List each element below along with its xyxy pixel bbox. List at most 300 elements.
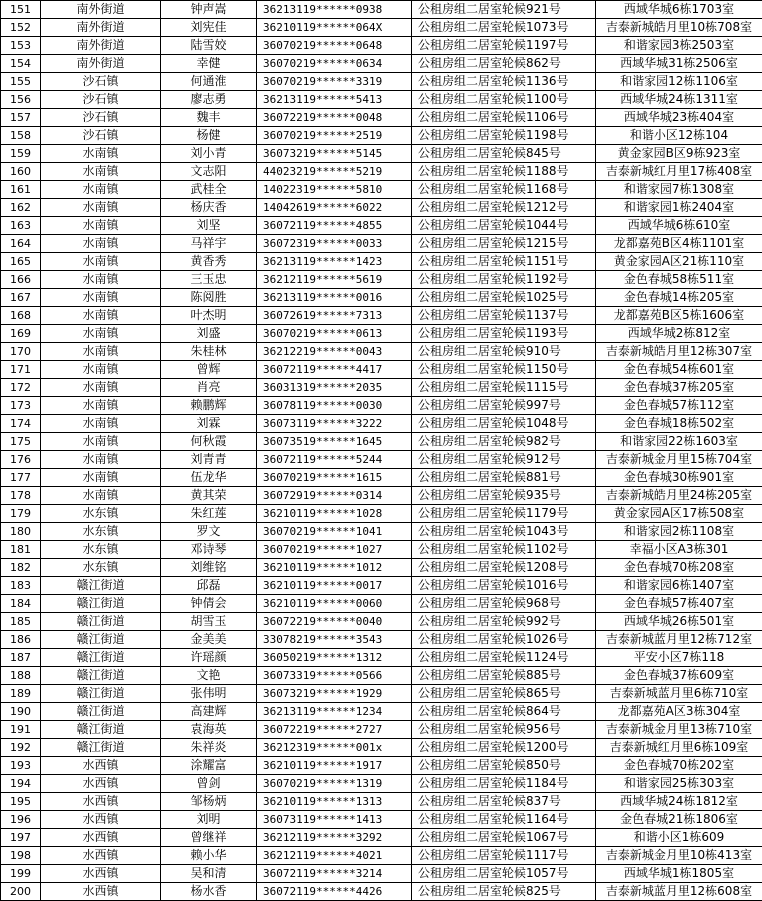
row-number-cell: 199 bbox=[1, 865, 41, 883]
id-number-cell: 44023219******5219 bbox=[257, 163, 412, 181]
row-number-cell: 185 bbox=[1, 613, 41, 631]
name-cell: 吴和清 bbox=[161, 865, 257, 883]
id-number-cell: 36213119******5413 bbox=[257, 91, 412, 109]
queue-cell: 公租房组二居室轮候1115号 bbox=[412, 379, 596, 397]
street-cell: 水南镇 bbox=[41, 379, 161, 397]
queue-cell: 公租房组二居室轮候881号 bbox=[412, 469, 596, 487]
name-cell: 杨健 bbox=[161, 127, 257, 145]
row-number-cell: 157 bbox=[1, 109, 41, 127]
id-number-cell: 36070219******1041 bbox=[257, 523, 412, 541]
id-number-cell: 36070219******1615 bbox=[257, 469, 412, 487]
address-cell: 和谐家园22栋1603室 bbox=[596, 433, 762, 451]
row-number-cell: 200 bbox=[1, 883, 41, 901]
row-number-cell: 188 bbox=[1, 667, 41, 685]
name-cell: 朱红莲 bbox=[161, 505, 257, 523]
id-number-cell: 36213119******1423 bbox=[257, 253, 412, 271]
table-row bbox=[1, 541, 762, 559]
name-cell: 朱桂林 bbox=[161, 343, 257, 361]
name-cell: 刘盛 bbox=[161, 325, 257, 343]
row-number-cell: 153 bbox=[1, 37, 41, 55]
table-row bbox=[1, 379, 762, 397]
address-cell: 和谐家园1栋2404室 bbox=[596, 199, 762, 217]
address-cell: 金色春城58栋511室 bbox=[596, 271, 762, 289]
address-cell: 和谐小区12栋104 bbox=[596, 127, 762, 145]
row-number-cell: 156 bbox=[1, 91, 41, 109]
queue-cell: 公租房组二居室轮候1197号 bbox=[412, 37, 596, 55]
id-number-cell: 36072119******5244 bbox=[257, 451, 412, 469]
street-cell: 水东镇 bbox=[41, 523, 161, 541]
name-cell: 肖亮 bbox=[161, 379, 257, 397]
address-cell: 西域华城24栋1311室 bbox=[596, 91, 762, 109]
street-cell: 赣江街道 bbox=[41, 613, 161, 631]
queue-cell: 公租房组二居室轮候1136号 bbox=[412, 73, 596, 91]
queue-cell: 公租房组二居室轮候864号 bbox=[412, 703, 596, 721]
row-number-cell: 173 bbox=[1, 397, 41, 415]
table-row bbox=[1, 415, 762, 433]
street-cell: 南外街道 bbox=[41, 19, 161, 37]
name-cell: 杨水香 bbox=[161, 883, 257, 901]
queue-cell: 公租房组二居室轮候865号 bbox=[412, 685, 596, 703]
queue-cell: 公租房组二居室轮候1150号 bbox=[412, 361, 596, 379]
row-number-cell: 189 bbox=[1, 685, 41, 703]
name-cell: 金美美 bbox=[161, 631, 257, 649]
table-row bbox=[1, 163, 762, 181]
street-cell: 水南镇 bbox=[41, 307, 161, 325]
row-number-cell: 167 bbox=[1, 289, 41, 307]
name-cell: 朱祥炎 bbox=[161, 739, 257, 757]
id-number-cell: 36072219******0048 bbox=[257, 109, 412, 127]
table-row bbox=[1, 37, 762, 55]
street-cell: 水西镇 bbox=[41, 793, 161, 811]
street-cell: 水南镇 bbox=[41, 289, 161, 307]
address-cell: 和谐家园25栋303室 bbox=[596, 775, 762, 793]
queue-cell: 公租房组二居室轮候992号 bbox=[412, 613, 596, 631]
queue-cell: 公租房组二居室轮候997号 bbox=[412, 397, 596, 415]
address-cell: 和谐家园2栋1108室 bbox=[596, 523, 762, 541]
table-row bbox=[1, 847, 762, 865]
table-row bbox=[1, 253, 762, 271]
address-cell: 黄金家园B区9栋923室 bbox=[596, 145, 762, 163]
id-number-cell: 36070219******2519 bbox=[257, 127, 412, 145]
address-cell: 和谐小区1栋609 bbox=[596, 829, 762, 847]
queue-cell: 公租房组二居室轮候1043号 bbox=[412, 523, 596, 541]
name-cell: 赖小华 bbox=[161, 847, 257, 865]
table-row bbox=[1, 505, 762, 523]
name-cell: 刘宪佳 bbox=[161, 19, 257, 37]
table-row bbox=[1, 811, 762, 829]
queue-cell: 公租房组二居室轮候1016号 bbox=[412, 577, 596, 595]
queue-cell: 公租房组二居室轮候837号 bbox=[412, 793, 596, 811]
name-cell: 刘明 bbox=[161, 811, 257, 829]
street-cell: 水西镇 bbox=[41, 847, 161, 865]
name-cell: 张伟明 bbox=[161, 685, 257, 703]
address-cell: 金色春城70栋202室 bbox=[596, 757, 762, 775]
id-number-cell: 36073519******1645 bbox=[257, 433, 412, 451]
id-number-cell: 36072119******4855 bbox=[257, 217, 412, 235]
row-number-cell: 192 bbox=[1, 739, 41, 757]
id-number-cell: 36072219******0040 bbox=[257, 613, 412, 631]
queue-cell: 公租房组二居室轮候1164号 bbox=[412, 811, 596, 829]
queue-cell: 公租房组二居室轮候1100号 bbox=[412, 91, 596, 109]
id-number-cell: 36072119******4417 bbox=[257, 361, 412, 379]
queue-cell: 公租房组二居室轮候862号 bbox=[412, 55, 596, 73]
queue-cell: 公租房组二居室轮候935号 bbox=[412, 487, 596, 505]
name-cell: 三玉忠 bbox=[161, 271, 257, 289]
address-cell: 和谐家园6栋1407室 bbox=[596, 577, 762, 595]
queue-cell: 公租房组二居室轮候912号 bbox=[412, 451, 596, 469]
name-cell: 黄其荣 bbox=[161, 487, 257, 505]
table-row bbox=[1, 667, 762, 685]
address-cell: 西域华城31栋2506室 bbox=[596, 55, 762, 73]
id-number-cell: 33078219******3543 bbox=[257, 631, 412, 649]
address-cell: 金色春城54栋601室 bbox=[596, 361, 762, 379]
id-number-cell: 36212119******3292 bbox=[257, 829, 412, 847]
name-cell: 陆雪姣 bbox=[161, 37, 257, 55]
address-cell: 金色春城30栋901室 bbox=[596, 469, 762, 487]
street-cell: 水西镇 bbox=[41, 865, 161, 883]
table-row bbox=[1, 613, 762, 631]
street-cell: 沙石镇 bbox=[41, 109, 161, 127]
name-cell: 邓诗琴 bbox=[161, 541, 257, 559]
street-cell: 水南镇 bbox=[41, 433, 161, 451]
row-number-cell: 195 bbox=[1, 793, 41, 811]
queue-cell: 公租房组二居室轮候910号 bbox=[412, 343, 596, 361]
table-row bbox=[1, 451, 762, 469]
address-cell: 西域华城6栋610室 bbox=[596, 217, 762, 235]
table-row bbox=[1, 19, 762, 37]
id-number-cell: 36210119******0060 bbox=[257, 595, 412, 613]
id-number-cell: 36031319******2035 bbox=[257, 379, 412, 397]
name-cell: 文艳 bbox=[161, 667, 257, 685]
name-cell: 叶杰明 bbox=[161, 307, 257, 325]
table-row bbox=[1, 343, 762, 361]
table-row bbox=[1, 73, 762, 91]
street-cell: 南外街道 bbox=[41, 37, 161, 55]
address-cell: 金色春城57栋407室 bbox=[596, 595, 762, 613]
queue-cell: 公租房组二居室轮候1057号 bbox=[412, 865, 596, 883]
address-cell: 吉泰新城红月里6栋109室 bbox=[596, 739, 762, 757]
row-number-cell: 190 bbox=[1, 703, 41, 721]
street-cell: 水南镇 bbox=[41, 181, 161, 199]
queue-cell: 公租房组二居室轮候1117号 bbox=[412, 847, 596, 865]
name-cell: 黄香秀 bbox=[161, 253, 257, 271]
queue-cell: 公租房组二居室轮候1124号 bbox=[412, 649, 596, 667]
queue-cell: 公租房组二居室轮候850号 bbox=[412, 757, 596, 775]
id-number-cell: 36072319******0033 bbox=[257, 235, 412, 253]
name-cell: 袁海英 bbox=[161, 721, 257, 739]
table-row bbox=[1, 631, 762, 649]
address-cell: 金色春城37栋205室 bbox=[596, 379, 762, 397]
street-cell: 赣江街道 bbox=[41, 631, 161, 649]
name-cell: 钟声嵩 bbox=[161, 1, 257, 19]
id-number-cell: 36210119******1313 bbox=[257, 793, 412, 811]
id-number-cell: 36078119******0030 bbox=[257, 397, 412, 415]
id-number-cell: 36070219******1027 bbox=[257, 541, 412, 559]
row-number-cell: 191 bbox=[1, 721, 41, 739]
row-number-cell: 184 bbox=[1, 595, 41, 613]
row-number-cell: 162 bbox=[1, 199, 41, 217]
queue-cell: 公租房组二居室轮候968号 bbox=[412, 595, 596, 613]
street-cell: 沙石镇 bbox=[41, 73, 161, 91]
id-number-cell: 14042619******6022 bbox=[257, 199, 412, 217]
queue-cell: 公租房组二居室轮候1179号 bbox=[412, 505, 596, 523]
name-cell: 杨庆香 bbox=[161, 199, 257, 217]
id-number-cell: 36212119******4021 bbox=[257, 847, 412, 865]
row-number-cell: 171 bbox=[1, 361, 41, 379]
name-cell: 邹杨炳 bbox=[161, 793, 257, 811]
address-cell: 金色春城18栋502室 bbox=[596, 415, 762, 433]
table-row bbox=[1, 1, 762, 19]
name-cell: 刘坚 bbox=[161, 217, 257, 235]
id-number-cell: 14022319******5810 bbox=[257, 181, 412, 199]
address-cell: 龙都嘉苑B区4栋1101室 bbox=[596, 235, 762, 253]
table-row bbox=[1, 793, 762, 811]
row-number-cell: 194 bbox=[1, 775, 41, 793]
address-cell: 吉泰新城蓝月里12栋712室 bbox=[596, 631, 762, 649]
name-cell: 武桂全 bbox=[161, 181, 257, 199]
table-row bbox=[1, 595, 762, 613]
queue-cell: 公租房组二居室轮候1198号 bbox=[412, 127, 596, 145]
street-cell: 水东镇 bbox=[41, 505, 161, 523]
street-cell: 赣江街道 bbox=[41, 595, 161, 613]
id-number-cell: 36070219******0634 bbox=[257, 55, 412, 73]
queue-cell: 公租房组二居室轮候1215号 bbox=[412, 235, 596, 253]
row-number-cell: 172 bbox=[1, 379, 41, 397]
street-cell: 水南镇 bbox=[41, 487, 161, 505]
name-cell: 邱磊 bbox=[161, 577, 257, 595]
table-row bbox=[1, 109, 762, 127]
queue-cell: 公租房组二居室轮候1073号 bbox=[412, 19, 596, 37]
queue-cell: 公租房组二居室轮候956号 bbox=[412, 721, 596, 739]
name-cell: 廖志勇 bbox=[161, 91, 257, 109]
street-cell: 水南镇 bbox=[41, 235, 161, 253]
id-number-cell: 36212119******5619 bbox=[257, 271, 412, 289]
row-number-cell: 179 bbox=[1, 505, 41, 523]
id-number-cell: 36072919******0314 bbox=[257, 487, 412, 505]
table-row bbox=[1, 739, 762, 757]
street-cell: 沙石镇 bbox=[41, 91, 161, 109]
queue-cell: 公租房组二居室轮候921号 bbox=[412, 1, 596, 19]
address-cell: 平安小区7栋118 bbox=[596, 649, 762, 667]
row-number-cell: 165 bbox=[1, 253, 41, 271]
queue-cell: 公租房组二居室轮候982号 bbox=[412, 433, 596, 451]
queue-cell: 公租房组二居室轮候845号 bbox=[412, 145, 596, 163]
queue-cell: 公租房组二居室轮候1192号 bbox=[412, 271, 596, 289]
address-cell: 黄金家园A区17栋508室 bbox=[596, 505, 762, 523]
street-cell: 水西镇 bbox=[41, 757, 161, 775]
queue-cell: 公租房组二居室轮候1044号 bbox=[412, 217, 596, 235]
table-row bbox=[1, 775, 762, 793]
street-cell: 水西镇 bbox=[41, 829, 161, 847]
table-body bbox=[1, 1, 762, 901]
row-number-cell: 187 bbox=[1, 649, 41, 667]
address-cell: 和谐家园3栋2503室 bbox=[596, 37, 762, 55]
name-cell: 高建辉 bbox=[161, 703, 257, 721]
name-cell: 曾辉 bbox=[161, 361, 257, 379]
address-cell: 金色春城37栋609室 bbox=[596, 667, 762, 685]
id-number-cell: 36210119******1917 bbox=[257, 757, 412, 775]
id-number-cell: 36212319******001x bbox=[257, 739, 412, 757]
address-cell: 龙都嘉苑A区3栋304室 bbox=[596, 703, 762, 721]
row-number-cell: 178 bbox=[1, 487, 41, 505]
street-cell: 赣江街道 bbox=[41, 685, 161, 703]
address-cell: 金色春城57栋112室 bbox=[596, 397, 762, 415]
street-cell: 赣江街道 bbox=[41, 739, 161, 757]
id-number-cell: 36070219******1319 bbox=[257, 775, 412, 793]
queue-cell: 公租房组二居室轮候1193号 bbox=[412, 325, 596, 343]
street-cell: 水西镇 bbox=[41, 883, 161, 901]
name-cell: 钟倩会 bbox=[161, 595, 257, 613]
address-cell: 吉泰新城皓月里24栋205室 bbox=[596, 487, 762, 505]
address-cell: 金色春城21栋1806室 bbox=[596, 811, 762, 829]
address-cell: 吉泰新城金月里10栋413室 bbox=[596, 847, 762, 865]
street-cell: 水南镇 bbox=[41, 361, 161, 379]
address-cell: 吉泰新城金月里13栋710室 bbox=[596, 721, 762, 739]
table-row bbox=[1, 721, 762, 739]
name-cell: 文志阳 bbox=[161, 163, 257, 181]
row-number-cell: 193 bbox=[1, 757, 41, 775]
row-number-cell: 181 bbox=[1, 541, 41, 559]
queue-cell: 公租房组二居室轮候1025号 bbox=[412, 289, 596, 307]
name-cell: 胡雪玉 bbox=[161, 613, 257, 631]
id-number-cell: 36213119******0016 bbox=[257, 289, 412, 307]
street-cell: 赣江街道 bbox=[41, 667, 161, 685]
street-cell: 水南镇 bbox=[41, 343, 161, 361]
table-row bbox=[1, 433, 762, 451]
row-number-cell: 196 bbox=[1, 811, 41, 829]
table-row bbox=[1, 217, 762, 235]
queue-cell: 公租房组二居室轮候1208号 bbox=[412, 559, 596, 577]
address-cell: 西域华城1栋1805室 bbox=[596, 865, 762, 883]
id-number-cell: 36073219******1929 bbox=[257, 685, 412, 703]
name-cell: 曾剑 bbox=[161, 775, 257, 793]
street-cell: 南外街道 bbox=[41, 55, 161, 73]
id-number-cell: 36210119******1012 bbox=[257, 559, 412, 577]
row-number-cell: 186 bbox=[1, 631, 41, 649]
table-row bbox=[1, 289, 762, 307]
id-number-cell: 36073319******0566 bbox=[257, 667, 412, 685]
row-number-cell: 154 bbox=[1, 55, 41, 73]
table-row bbox=[1, 361, 762, 379]
table-row bbox=[1, 55, 762, 73]
street-cell: 沙石镇 bbox=[41, 127, 161, 145]
table-row bbox=[1, 829, 762, 847]
table-row bbox=[1, 703, 762, 721]
street-cell: 水南镇 bbox=[41, 217, 161, 235]
queue-cell: 公租房组二居室轮候1168号 bbox=[412, 181, 596, 199]
id-number-cell: 36213119******1234 bbox=[257, 703, 412, 721]
street-cell: 水东镇 bbox=[41, 559, 161, 577]
address-cell: 西域华城23栋404室 bbox=[596, 109, 762, 127]
id-number-cell: 36070219******3319 bbox=[257, 73, 412, 91]
address-cell: 吉泰新城皓月里10栋708室 bbox=[596, 19, 762, 37]
street-cell: 水南镇 bbox=[41, 415, 161, 433]
row-number-cell: 175 bbox=[1, 433, 41, 451]
table-row bbox=[1, 577, 762, 595]
row-number-cell: 168 bbox=[1, 307, 41, 325]
street-cell: 赣江街道 bbox=[41, 703, 161, 721]
row-number-cell: 163 bbox=[1, 217, 41, 235]
row-number-cell: 176 bbox=[1, 451, 41, 469]
street-cell: 水南镇 bbox=[41, 397, 161, 415]
street-cell: 赣江街道 bbox=[41, 649, 161, 667]
id-number-cell: 36050219******1312 bbox=[257, 649, 412, 667]
table-row bbox=[1, 271, 762, 289]
queue-cell: 公租房组二居室轮候1200号 bbox=[412, 739, 596, 757]
name-cell: 赖鹏辉 bbox=[161, 397, 257, 415]
row-number-cell: 177 bbox=[1, 469, 41, 487]
address-cell: 金色春城70栋208室 bbox=[596, 559, 762, 577]
id-number-cell: 36073119******3222 bbox=[257, 415, 412, 433]
id-number-cell: 36072619******7313 bbox=[257, 307, 412, 325]
queue-cell: 公租房组二居室轮候1188号 bbox=[412, 163, 596, 181]
table-row bbox=[1, 235, 762, 253]
address-cell: 金色春城14栋205室 bbox=[596, 289, 762, 307]
table-row bbox=[1, 883, 762, 901]
address-cell: 龙都嘉苑B区5栋1606室 bbox=[596, 307, 762, 325]
table-row bbox=[1, 307, 762, 325]
street-cell: 水南镇 bbox=[41, 199, 161, 217]
id-number-cell: 36073119******1413 bbox=[257, 811, 412, 829]
address-cell: 和谐家园12栋1106室 bbox=[596, 73, 762, 91]
address-cell: 西域华城2栋812室 bbox=[596, 325, 762, 343]
table-row bbox=[1, 685, 762, 703]
table-row bbox=[1, 325, 762, 343]
id-number-cell: 36070219******0613 bbox=[257, 325, 412, 343]
row-number-cell: 182 bbox=[1, 559, 41, 577]
name-cell: 许瑶颜 bbox=[161, 649, 257, 667]
queue-cell: 公租房组二居室轮候885号 bbox=[412, 667, 596, 685]
table-row bbox=[1, 91, 762, 109]
queue-cell: 公租房组二居室轮候1151号 bbox=[412, 253, 596, 271]
street-cell: 水南镇 bbox=[41, 325, 161, 343]
id-number-cell: 36073219******5145 bbox=[257, 145, 412, 163]
street-cell: 南外街道 bbox=[41, 1, 161, 19]
name-cell: 刘小青 bbox=[161, 145, 257, 163]
queue-cell: 公租房组二居室轮候1048号 bbox=[412, 415, 596, 433]
address-cell: 幸福小区A3栋301 bbox=[596, 541, 762, 559]
table-row bbox=[1, 487, 762, 505]
row-number-cell: 151 bbox=[1, 1, 41, 19]
table-row bbox=[1, 757, 762, 775]
street-cell: 水东镇 bbox=[41, 541, 161, 559]
address-cell: 吉泰新城蓝月里6栋710室 bbox=[596, 685, 762, 703]
row-number-cell: 160 bbox=[1, 163, 41, 181]
table-row bbox=[1, 469, 762, 487]
row-number-cell: 152 bbox=[1, 19, 41, 37]
row-number-cell: 161 bbox=[1, 181, 41, 199]
row-number-cell: 170 bbox=[1, 343, 41, 361]
street-cell: 水南镇 bbox=[41, 271, 161, 289]
name-cell: 伍龙华 bbox=[161, 469, 257, 487]
id-number-cell: 36070219******0648 bbox=[257, 37, 412, 55]
row-number-cell: 164 bbox=[1, 235, 41, 253]
address-cell: 吉泰新城红月里17栋408室 bbox=[596, 163, 762, 181]
address-cell: 吉泰新城皓月里12栋307室 bbox=[596, 343, 762, 361]
id-number-cell: 36210119******0017 bbox=[257, 577, 412, 595]
row-number-cell: 166 bbox=[1, 271, 41, 289]
name-cell: 涂耀富 bbox=[161, 757, 257, 775]
name-cell: 刘青青 bbox=[161, 451, 257, 469]
queue-cell: 公租房组二居室轮候1067号 bbox=[412, 829, 596, 847]
address-cell: 西域华城24栋1812室 bbox=[596, 793, 762, 811]
name-cell: 何通淮 bbox=[161, 73, 257, 91]
id-number-cell: 36072119******3214 bbox=[257, 865, 412, 883]
name-cell: 罗文 bbox=[161, 523, 257, 541]
street-cell: 水南镇 bbox=[41, 451, 161, 469]
id-number-cell: 36210119******064X bbox=[257, 19, 412, 37]
id-number-cell: 36210119******1028 bbox=[257, 505, 412, 523]
